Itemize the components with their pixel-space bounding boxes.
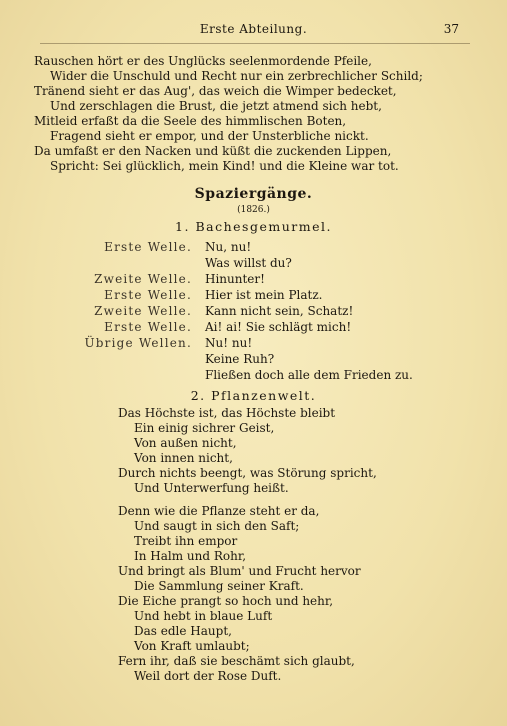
speaker-label: Erste Welle. [104,240,192,254]
header-rule [40,43,470,44]
verse-line: Von innen nicht, [134,451,233,465]
section-year: (1826.) [237,205,270,215]
speaker-label: Erste Welle. [104,288,192,302]
section-title: Spaziergänge. [194,186,313,202]
verse-line: Fern ihr, daß sie beschämt sich glaubt, [118,654,355,668]
verse-line: Von außen nicht, [134,436,237,450]
speaker-label: Zweite Welle. [94,272,192,286]
speaker-label: Zweite Welle. [94,304,192,318]
verse-line: Das edle Haupt, [134,624,232,638]
poem-line: Tränend sieht er das Aug', das weich die Wimper bedecket, [34,84,397,98]
verse-line: Weil dort der Rose Duft. [134,669,282,683]
speaker-label: Erste Welle. [104,320,192,334]
dialogue-line: Nu! nu! [205,336,253,350]
verse-line: Ein einig sichrer Geist, [134,421,275,435]
dialogue-line: Hinunter! [205,272,265,286]
poem-line: Wider die Unschuld und Recht nur ein zerbrechlicher Schild; [50,69,423,83]
part-title: 1. Bachesgemurmel. [175,219,332,234]
verse-line: Und bringt als Blum' und Frucht hervor [118,564,361,578]
poem-line: Mitleid erfaßt da die Seele des himmlischen Boten, [34,114,347,128]
verse-line: In Halm und Rohr, [134,549,247,563]
dialogue-line: Was willst du? [205,256,292,270]
verse-line: Treibt ihn empor [134,534,238,548]
verse-line: Und saugt in sich den Saft; [134,519,300,533]
poem-line: Da umfaßt er den Nacken und küßt die zuckenden Lippen, [34,144,392,158]
verse-line: Die Sammlung seiner Kraft. [134,579,304,593]
page-number: 37 [443,22,459,36]
part-title: 2. Pflanzenwelt. [190,388,317,403]
verse-line: Das Höchste ist, das Höchste bleibt [118,406,336,420]
verse-line: Von Kraft umlaubt; [134,639,250,653]
dialogue-line: Hier ist mein Platz. [205,288,323,302]
dialogue-line: Nu, nu! [205,240,252,254]
poem-line: Fragend sieht er empor, und der Unsterbliche nickt. [50,129,369,143]
dialogue-line: Kann nicht sein, Schatz! [205,304,354,318]
dialogue-line: Fließen doch alle dem Frieden zu. [205,368,413,382]
running-title: Erste Abteilung. [199,22,308,36]
poem-line: Und zerschlagen die Brust, die jetzt atmend sich hebt, [50,99,382,113]
speaker-label: Übrige Wellen. [84,336,192,350]
verse-line: Die Eiche prangt so hoch und hehr, [118,594,334,608]
poem-line: Rauschen hört er des Unglücks seelenmordende Pfeile, [34,54,372,68]
verse-line: Und hebt in blaue Luft [134,609,273,623]
dialogue-line: Ai! ai! Sie schlägt mich! [205,320,352,334]
verse-line: Denn wie die Pflanze steht er da, [118,504,320,518]
verse-line: Und Unterwerfung heißt. [134,481,289,495]
verse-line: Durch nichts beengt, was Störung spricht, [118,466,377,480]
dialogue-line: Keine Ruh? [205,352,275,366]
poem-line: Spricht: Sei glücklich, mein Kind! und die Kleine war tot. [50,159,399,173]
